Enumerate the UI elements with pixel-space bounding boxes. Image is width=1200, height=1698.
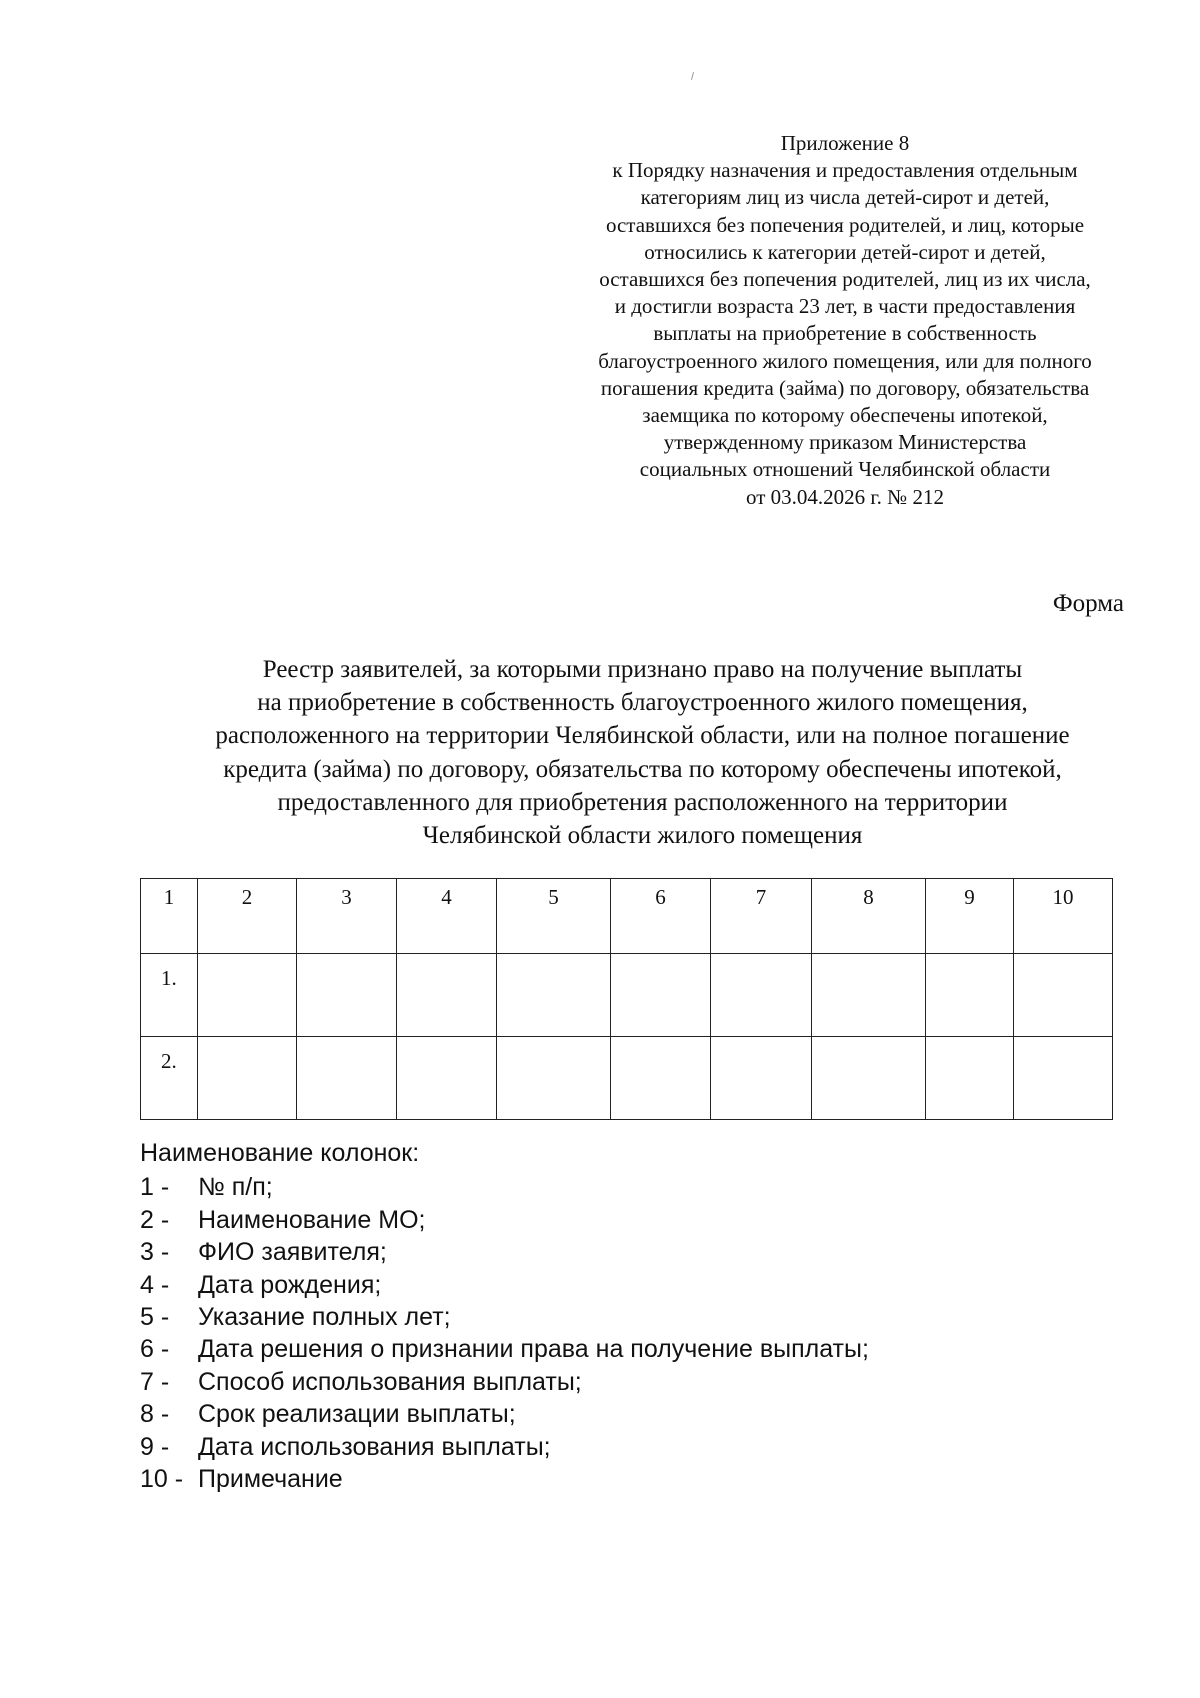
registry-table [140,878,1113,1120]
document-title [100,653,1185,852]
table-cell [926,1037,1014,1120]
legend-item-number: 4 - [140,1270,170,1299]
column-legend [140,1137,869,1495]
legend-item-text: Дата решения о признании права на получение выплаты; [198,1335,869,1364]
table-cell [297,954,397,1037]
legend-title: Наименование колонок: [140,1139,420,1167]
table-cell [397,954,497,1037]
table-cell [926,954,1014,1037]
column-number: 8 [812,879,926,954]
appendix-line: Приложение 8 [780,131,910,155]
row-number: 1. [141,954,198,1037]
title-line: Челябинской области жилого помещения [422,822,863,850]
column-number: 3 [297,879,397,954]
form-label: Форма [1052,590,1124,617]
column-number: 7 [711,879,812,954]
legend-item-number: 2 - [140,1205,170,1234]
appendix-line: от 03.04.2026 г. № 212 [746,484,944,509]
column-number: 9 [926,879,1014,954]
table-cell [497,1037,611,1120]
appendix-line: утвержденному приказом Министерства [663,430,1027,455]
legend-item [140,1301,869,1333]
legend-item [140,1398,869,1430]
column-number: 2 [198,879,297,954]
table-cell [812,954,926,1037]
appendix-line: выплаты на приобретение в собственность [653,321,1037,346]
table-cell [611,1037,711,1120]
legend-item [140,1171,869,1203]
table-row [141,954,1113,1037]
legend-item-text: Дата рождения; [198,1270,382,1299]
appendix-line: к Порядку назначения и предоставления отдельным [612,158,1078,183]
legend-item-number: 10 - [140,1465,184,1494]
legend-item [140,1366,869,1398]
row-number: 2. [141,1037,198,1120]
table-cell [711,954,812,1037]
appendix-line: оставшихся без попечения родителей, и лиц, которые [605,212,1085,237]
table-cell [497,954,611,1037]
legend-item-number: 3 - [140,1238,170,1267]
appendix-line: заемщика по которому обеспечены ипотекой, [642,403,1048,428]
table-header-row [141,879,1113,954]
table-cell [812,1037,926,1120]
appendix-header [555,130,1135,511]
appendix-line: и достигли возраста 23 лет, в части предоставления [614,294,1076,319]
legend-item [140,1333,869,1365]
legend-item-number: 5 - [140,1303,170,1332]
column-number: 4 [397,879,497,954]
table-cell [1014,1037,1113,1120]
legend-item-text: Способ использования выплаты; [198,1367,582,1396]
legend-item-text: № п/п; [198,1173,273,1202]
legend-item-text: Наименование МО; [198,1205,426,1234]
title-line: Реестр заявителей, за которыми признано право на получение выплаты [262,656,1023,683]
legend-item-text: Примечание [198,1465,343,1494]
column-number: 6 [611,879,711,954]
legend-item-number: 1 - [140,1173,170,1202]
appendix-line: социальных отношений Челябинской области [639,457,1051,482]
legend-item [140,1204,869,1236]
legend-item-text: ФИО заявителя; [198,1238,387,1267]
appendix-line: категориям лиц из числа детей-сирот и детей, [640,185,1050,210]
legend-item-number: 8 - [140,1400,170,1429]
table-cell [711,1037,812,1120]
appendix-line: оставшихся без попечения родителей, лиц из их числа, [599,267,1091,292]
legend-item-text: Срок реализации выплаты; [198,1400,516,1429]
legend-item-text: Указание полных лет; [198,1303,451,1332]
title-line: расположенного на территории Челябинской области, или на полное погашение [215,722,1070,750]
table-cell [198,1037,297,1120]
table-cell [397,1037,497,1120]
legend-item-text: Дата использования выплаты; [198,1432,551,1461]
legend-item-number: 6 - [140,1335,170,1364]
legend-item [140,1463,869,1495]
legend-item [140,1269,869,1301]
legend-item-number: 7 - [140,1367,170,1396]
scan-mark [691,72,694,80]
table-cell [297,1037,397,1120]
legend-item [140,1236,869,1268]
appendix-line: погашения кредита (займа) по договору, обязательства [600,375,1090,400]
table-cell [198,954,297,1037]
table-cell [611,954,711,1037]
legend-item [140,1431,869,1463]
title-line: предоставленного для приобретения расположенного на территории [277,788,1008,816]
column-number: 10 [1014,879,1113,954]
table-row [141,1037,1113,1120]
title-line: кредита (займа) по договору, обязательства по которому обеспечены ипотекой, [223,755,1062,783]
appendix-line: благоустроенного жилого помещения, или для полного [598,348,1092,373]
column-number: 5 [497,879,611,954]
table-cell [1014,954,1113,1037]
title-line: на приобретение в собственность благоустроенного жилого помещения, [257,689,1028,717]
column-number: 1 [141,879,198,954]
appendix-line: относились к категории детей-сирот и детей, [644,239,1046,264]
legend-item-number: 9 - [140,1432,170,1461]
